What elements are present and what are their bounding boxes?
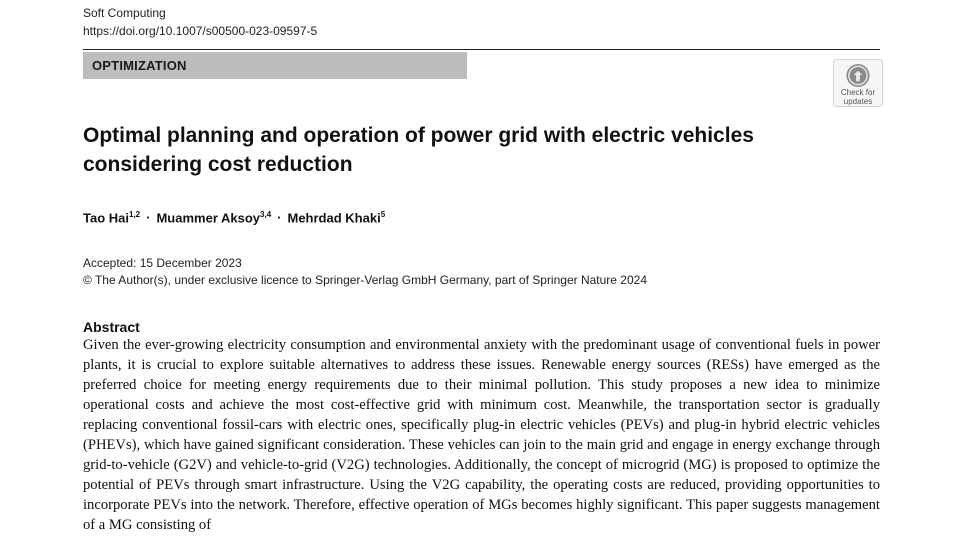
author-affiliation: 1,2: [129, 210, 141, 219]
check-updates-label-1: Check for: [840, 88, 876, 97]
license-text: © The Author(s), under exclusive licence to Springer-Verlag GmbH Germany, part of Springer Nature 2024: [83, 273, 647, 287]
check-for-updates-button[interactable]: [833, 59, 883, 107]
author-list: [83, 206, 385, 227]
check-updates-icon: [845, 63, 871, 88]
author-name[interactable]: Mehrdad Khaki: [287, 210, 381, 226]
article-title: Optimal planning and operation of power grid with electric vehicles considering cost reduction: [83, 124, 754, 176]
header-rule: [83, 49, 880, 50]
accepted-date: Accepted: 15 December 2023: [83, 256, 242, 270]
doi-link[interactable]: https://doi.org/10.1007/s00500-023-09597-5: [83, 24, 318, 38]
section-bar: [83, 52, 467, 79]
abstract-text: Given the ever-growing electricity consumption and environmental anxiety with the predominant usage of conventional fuels in power plants, it is crucial to explore suitable alternatives to address these issues. Renewable energy sources (RESs) have emerged as the preferred choice for meeting energy requirements due to their minimal pollution. This study proposes a new idea to minimize operational costs and achieve the most cost-effective grid with minimum cost. Meanwhile, the transportation sector is gradually replacing conventional fossil-cars with electric ones, specifically plug-in electric vehicles (PEVs) and plug-in hybrid electric vehicles (PHEVs), which have gained significant consideration. These vehicles can join to the main grid and engage in energy exchange through grid-to-vehicle (G2V) and vehicle-to-grid (V2G) technologies. Additionally, the concept of microgrid (MG) is proposed to optimize the potential of PEVs through smart infrastructure. Using the V2G capability, the operating costs are reduced, providing opportunities to incorporate PEVs into the network. Therefore, effective operation of MGs becomes highly significant. This paper suggests management of a MG consisting of: [83, 337, 880, 533]
check-updates-label-2: updates: [843, 97, 873, 106]
author-name[interactable]: Tao Hai: [83, 210, 129, 226]
section-label: OPTIMIZATION: [92, 58, 187, 73]
author-name[interactable]: Muammer Aksoy: [156, 210, 261, 226]
author-affiliation: 5: [380, 210, 386, 219]
abstract-heading: Abstract: [83, 319, 140, 335]
journal-name: Soft Computing: [83, 6, 166, 20]
author-separator: ·: [146, 210, 151, 226]
author-separator: ·: [277, 210, 282, 226]
author-affiliation: 3,4: [260, 210, 272, 219]
